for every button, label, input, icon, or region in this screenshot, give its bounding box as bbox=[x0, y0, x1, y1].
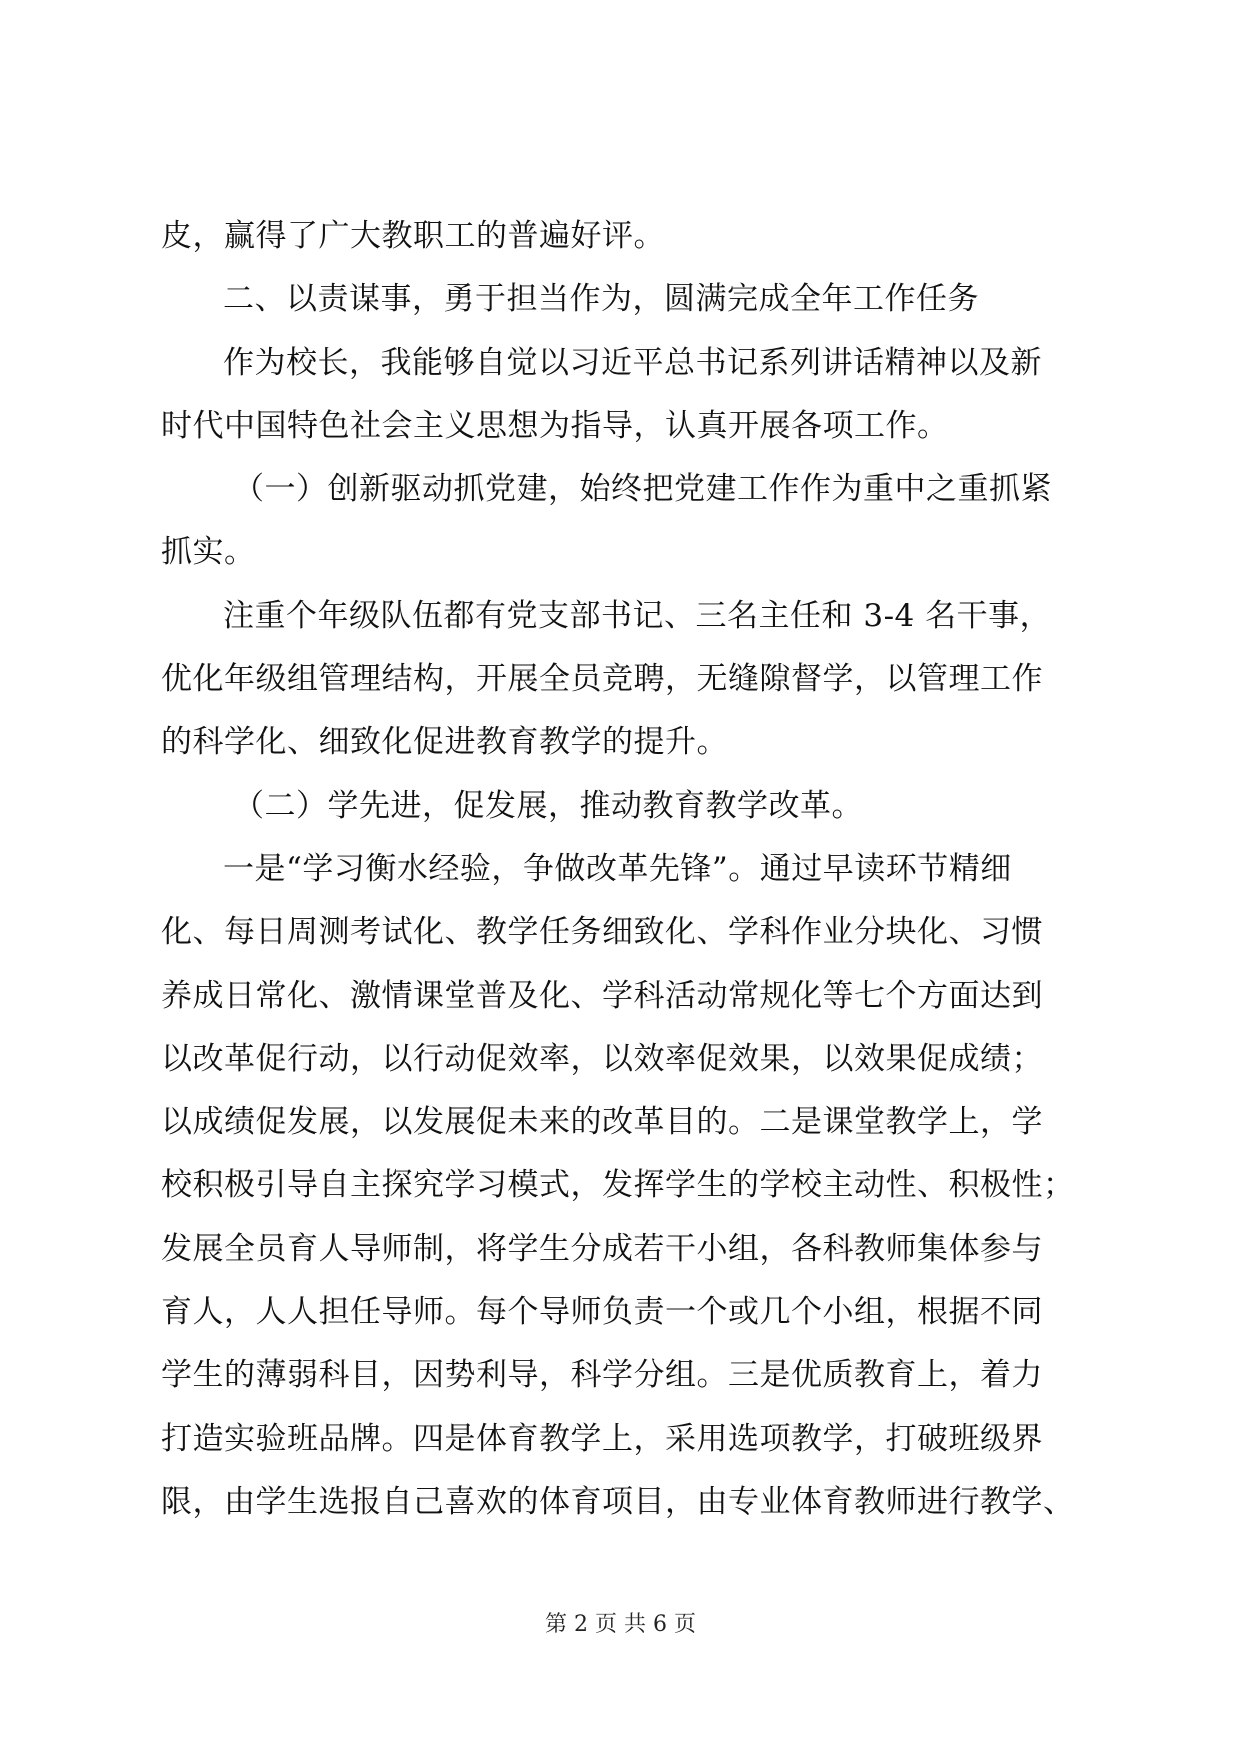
text-line: 时代中国特色社会主义思想为指导，认真开展各项工作。 bbox=[161, 407, 949, 444]
text-line: 发展全员育人导师制，将学生分成若干小组，各科教师集体参与 bbox=[161, 1230, 1043, 1267]
section-heading: 二、以责谋事，勇于担当作为，圆满完成全年工作任务 bbox=[223, 281, 979, 318]
text-line: 限，由学生选报自己喜欢的体育项目，由专业体育教师进行教学、 bbox=[161, 1483, 1075, 1520]
page-number: 第 2 页 共 6 页 bbox=[545, 1612, 696, 1637]
text-line: 作为校长，我能够自觉以习近平总书记系列讲话精神以及新 bbox=[223, 344, 1042, 381]
subsection-heading: （二）学先进，促发展，推动教育教学改革。 bbox=[233, 787, 863, 824]
document-body bbox=[161, 205, 1085, 1534]
text-line: 打造实验班品牌。四是体育教学上，采用选项教学，打破班级界 bbox=[161, 1420, 1043, 1457]
text-line: 育人，人人担任导师。每个导师负责一个或几个小组，根据不同 bbox=[161, 1294, 1043, 1331]
text-line: 校积极引导自主探究学习模式，发挥学生的学校主动性、积极性； bbox=[161, 1167, 1075, 1204]
text-line: 一是“学习衡水经验，争做改革先锋”。通过早读环节精细 bbox=[223, 850, 1012, 887]
text-line: 养成日常化、激情课堂普及化、学科活动常规化等七个方面达到 bbox=[161, 977, 1043, 1014]
text-line: 抓实。 bbox=[161, 534, 256, 571]
text-line: 学生的薄弱科目，因势利导，科学分组。三是优质教育上，着力 bbox=[161, 1357, 1043, 1394]
text-line: 优化年级组管理结构，开展全员竞聘，无缝隙督学，以管理工作 bbox=[161, 661, 1043, 698]
text-line: 皮，赢得了广大教职工的普遍好评。 bbox=[161, 218, 665, 254]
text-line: 注重个年级队伍都有党支部书记、三名主任和 3-4 名干事， bbox=[223, 597, 1052, 634]
text-line: 的科学化、细致化促进教育教学的提升。 bbox=[161, 724, 728, 761]
text-line: 以改革促行动，以行动促效率，以效率促效果，以效果促成绩； bbox=[161, 1040, 1043, 1077]
subsection-heading: （一）创新驱动抓党建，始终把党建工作作为重中之重抓紧 bbox=[233, 471, 1052, 508]
text-line: 以成绩促发展，以发展促未来的改革目的。二是课堂教学上，学 bbox=[161, 1104, 1043, 1141]
text-line: 化、每日周测考试化、教学任务细致化、学科作业分块化、习惯 bbox=[161, 914, 1043, 951]
